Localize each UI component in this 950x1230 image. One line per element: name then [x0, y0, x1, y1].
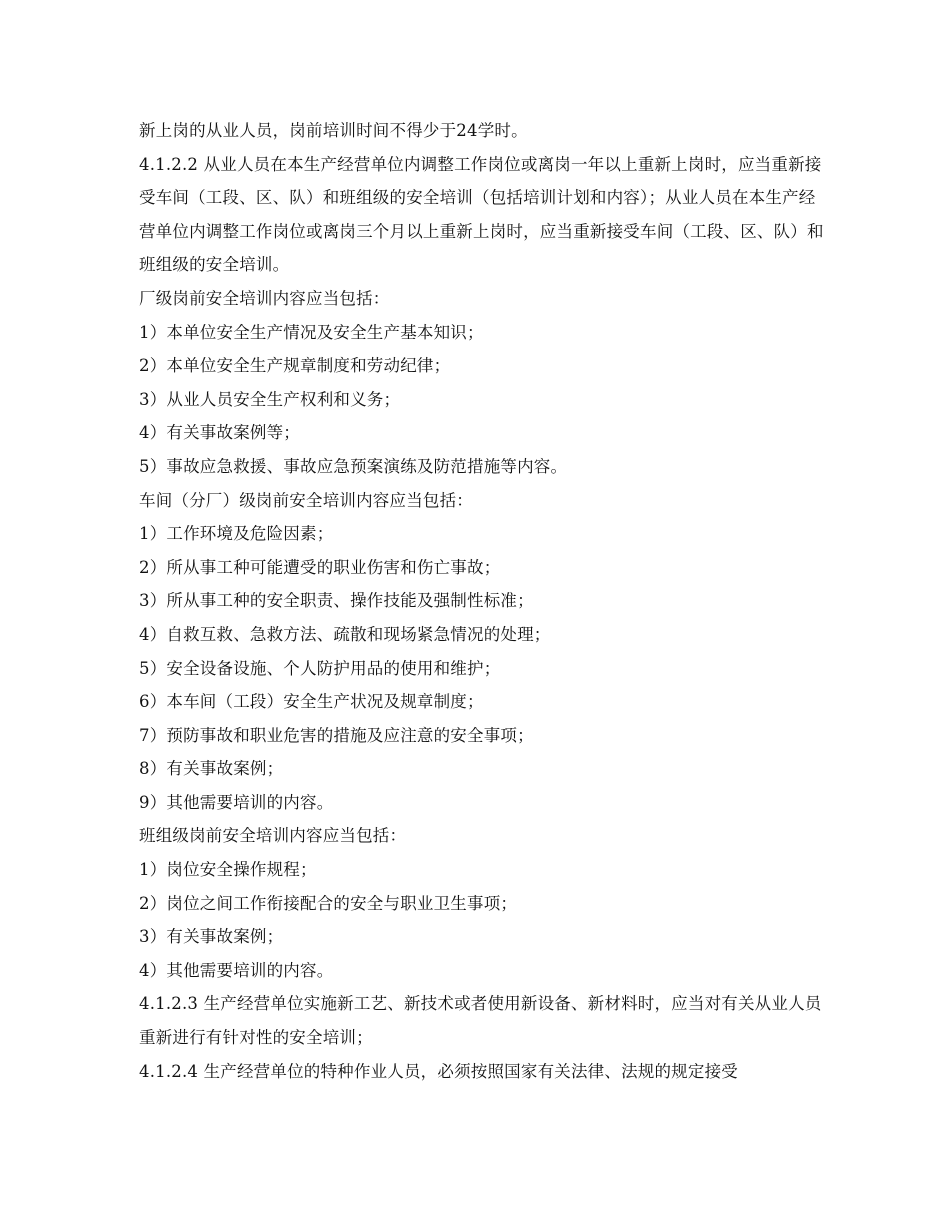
list-item: 1）工作环境及危险因素； [139, 524, 334, 544]
list-item: 2）所从事工种可能遭受的职业伤害和伤亡事故； [139, 557, 501, 577]
list-item: 1）本单位安全生产情况及安全生产基本知识； [139, 322, 484, 342]
list-item: 4）自救互救、急救方法、疏散和现场紧急情况的处理； [139, 624, 551, 644]
list-item: 4）其他需要培训的内容。 [139, 960, 334, 980]
list-item: 8）有关事故案例； [139, 759, 284, 779]
list-item: 9）其他需要培训的内容。 [139, 792, 334, 812]
list-item: 2）本单位安全生产规章制度和劳动纪律； [139, 356, 451, 376]
paragraph-section-4-1-2-3: 4.1.2.3 生产经营单位实施新工艺、新技术或者使用新设备、新材料时，应当对有关从业人员重新进行有针对性的安全培训； [139, 994, 822, 1048]
list-item: 4）有关事故案例等； [139, 423, 300, 443]
heading-team-level-training: 班组级岗前安全培训内容应当包括： [139, 826, 407, 846]
list-item: 3）有关事故案例； [139, 927, 284, 947]
list-item: 3）所从事工种的安全职责、操作技能及强制性标准； [139, 591, 534, 611]
heading-factory-level-training: 厂级岗前安全培训内容应当包括： [139, 288, 390, 308]
list-item: 3）从业人员安全生产权利和义务； [139, 389, 401, 409]
list-item: 5）事故应急救援、事故应急预案演练及防范措施等内容。 [139, 456, 568, 476]
paragraph-section-4-1-2-2: 4.1.2.2 从业人员在本生产经营单位内调整工作岗位或离岗一年以上重新上岗时，应当重新接受车间（工段、区、队）和班组级的安全培训（包括培训计划和内容）；从业人员在本生产经营单位内调整工作岗位或离岗三个月以上重新上岗时，应当重新接受车间（工段、区、队）和班组级的安全培训。 [139, 154, 824, 275]
list-item: 2）岗位之间工作衔接配合的安全与职业卫生事项； [139, 893, 518, 913]
list-item: 5）安全设备设施、个人防护用品的使用和维护； [139, 658, 501, 678]
list-item: 7）预防事故和职业危害的措施及应注意的安全事项； [139, 725, 534, 745]
list-item: 1）岗位安全操作规程； [139, 860, 317, 880]
document-body [139, 114, 829, 1088]
paragraph-section-4-1-2-4: 4.1.2.4 生产经营单位的特种作业人员，必须按照国家有关法律、法规的规定接受 [139, 1061, 738, 1081]
heading-workshop-level-training: 车间（分厂）级岗前安全培训内容应当包括： [139, 490, 473, 510]
list-item: 6）本车间（工段）安全生产状况及规章制度； [139, 692, 484, 712]
paragraph-onboarding-hours: 新上岗的从业人员，岗前培训时间不得少于24学时。 [139, 121, 528, 140]
